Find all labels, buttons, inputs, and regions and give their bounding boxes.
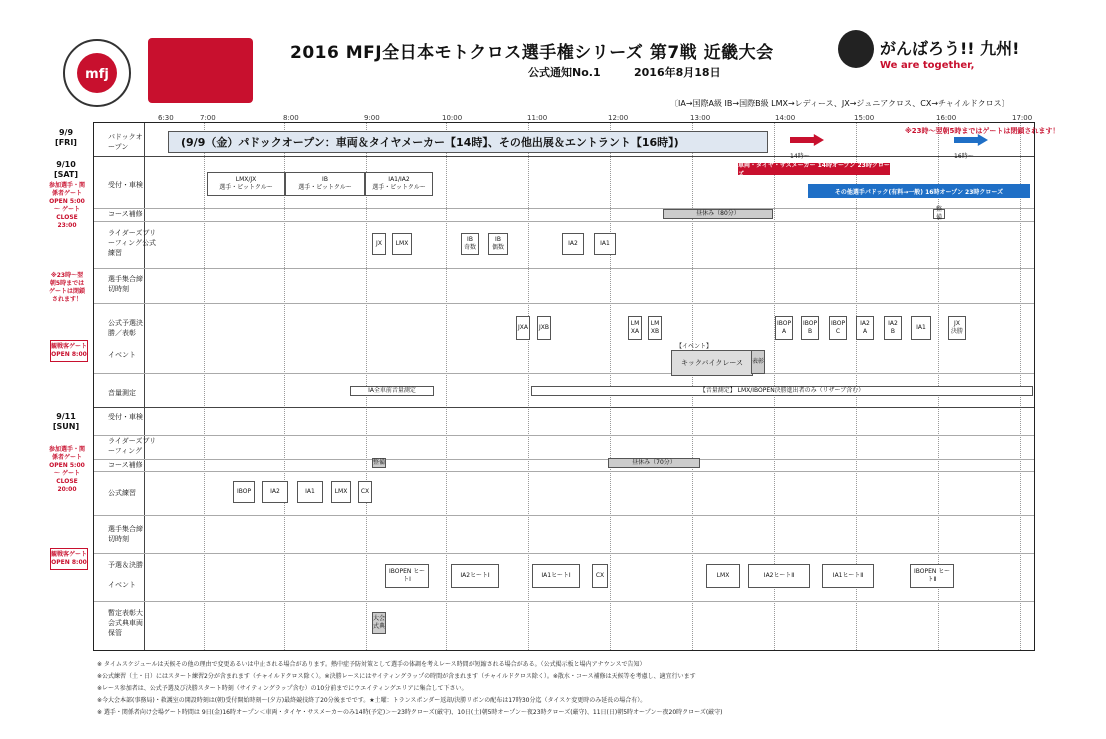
- svg-text:mfj: mfj: [85, 67, 109, 82]
- time-tick: 8:00: [283, 114, 299, 122]
- day-fri: 9/9 [FRI]: [55, 128, 77, 147]
- notice-number: 公式通知No.1: [528, 66, 601, 79]
- qual-jxb: JXB: [537, 316, 551, 340]
- time-tick: 6:30: [158, 114, 174, 122]
- row-event-sun: イベント: [108, 581, 136, 589]
- class-legend: 〔IA→国際A級 IB→国際B級 LMX→レディース、JX→ジュニアクロス、CX→チャイルドクロス〕: [670, 99, 1010, 108]
- practice-ia1: IA1: [594, 233, 616, 255]
- race-cx: CX: [592, 564, 608, 588]
- footer-note-3: ※レース参加者は、公式予選及び決勝スタート時刻（サイティングラップ含む）の10分前までにウエイティングエリアに集合して下さい。: [97, 685, 468, 692]
- page-title: 2016 MFJ全日本モトクロス選手権シリーズ 第7戦 近畿大会: [290, 43, 774, 63]
- row-briefing: ライダーズブリーフィング公式練習: [108, 229, 157, 257]
- sun-gate-info: 参加選手・関係者ゲートOPEN 5:00 ～ ゲートCLOSE 20:00: [48, 446, 85, 493]
- day-sun: 9/11 [SUN]: [52, 412, 80, 431]
- qual-jx-final: JX 決勝: [948, 316, 966, 340]
- row-practice-sun: 公式練習: [108, 489, 136, 497]
- race-lmx: LMX: [706, 564, 740, 588]
- practice-lmx-sun: LMX: [331, 481, 351, 503]
- reception-ib: IB 選手・ピットクルー: [285, 172, 365, 196]
- practice-cx-sun: CX: [358, 481, 372, 503]
- notice-date: 2016年8月18日: [634, 66, 721, 79]
- practice-ia1-sun: IA1: [297, 481, 323, 503]
- time-tick: 9:00: [364, 114, 380, 122]
- time-axis-top: [0, 114, 1106, 122]
- footer-note-4: ※今大会本部(事務局)・救護室の開設時刻は(朝)受付開始時刻～(夕方)最終競技終了20分後までです。★土曜：トランスポンダー返却/決勝リボンの配布は17時30分迄（タイスケ変更時のみ延長の場合有）。: [97, 697, 647, 704]
- qual-ibop-b: IBOP B: [801, 316, 819, 340]
- arrow-14-label: 14時～: [790, 153, 810, 160]
- slogan-en: We are together,: [880, 60, 975, 71]
- race-ia1-heat2: IA1ヒートⅡ: [822, 564, 874, 588]
- practice-ia2: IA2: [562, 233, 584, 255]
- practice-jx: JX: [372, 233, 386, 255]
- time-tick: 14:00: [775, 114, 796, 122]
- time-tick: 16:00: [936, 114, 957, 122]
- reception-lmx-jx: LMX/JX 選手・ピットクルー: [207, 172, 285, 196]
- row-gather-sun: 選手集合締切時刻: [108, 525, 143, 543]
- mfj-motocross-logo: [148, 38, 253, 103]
- rider-paddock-bar: その他選手パドック(有料→一般) 16時オープン 23時クローズ: [808, 184, 1030, 198]
- time-tick: 12:00: [608, 114, 629, 122]
- row-course: コース補修: [108, 210, 143, 218]
- qual-ibop-a: IBOP A: [775, 316, 793, 340]
- practice-ib-odd: IB 奇数: [461, 233, 479, 255]
- race-ia1-heat1: IA1ヒートⅠ: [532, 564, 580, 588]
- paddock-open-banner: (9/9（金）パドックオープン：車両＆タイヤメーカー【14時】、その他出展＆エントラント【16時】): [168, 131, 768, 153]
- time-tick: 17:00: [1012, 114, 1033, 122]
- row-provisional: 暫定表彰大会式典車両保管: [108, 609, 143, 637]
- sat-gate-info: 参加選手・関係者ゲートOPEN 5:00 ～ ゲートCLOSE 23:00: [48, 182, 85, 229]
- repair-sun: 整備: [373, 459, 386, 466]
- footer-note-1: ※ タイムスケジュールは天候その他の理由で変更あるいは中止される場合があります。熱中症予防対策として選手の体調を考えレース時間が短縮される場合がある。（公式掲示板と場内アナウンスで告知）: [97, 661, 646, 668]
- lunch-sat: 昼休み（80分）: [663, 209, 773, 219]
- race-ia2-heat2: IA2ヒートⅡ: [748, 564, 810, 588]
- lunch-sun: 昼休み（70分）: [608, 458, 700, 468]
- row-qualify: 公式予選決勝／表彰: [108, 319, 143, 337]
- qual-lmxa: LM XA: [628, 316, 642, 340]
- noise-ia-all: IA全車前音量測定: [350, 386, 434, 396]
- row-reception-sun: 受付・車検: [108, 413, 143, 421]
- gate-closed-note: ※23時～翌朝5時まではゲートは閉鎖されます！: [905, 127, 1060, 135]
- row-final-sun: 予選＆決勝: [108, 561, 143, 569]
- row-briefing-sun: ライダーズブリーフィング: [108, 437, 157, 455]
- practice-ibop-sun: IBOP: [233, 481, 255, 503]
- kick-bike-race: キックバイクレース: [671, 350, 753, 376]
- race-ibopen-heat2: IBOPEN ヒートⅡ: [910, 564, 954, 588]
- race-ibopen-heat1: IBOPEN ヒートⅠ: [385, 564, 429, 588]
- qual-ia2-a: IA2 A: [856, 316, 874, 340]
- noise-main: 【音量測定】 LMX/IBOPEN決勝進出者のみ（リザーブ含む）: [531, 386, 1033, 396]
- award-sat: 表彰: [751, 350, 765, 374]
- practice-ib-even: IB 偶数: [488, 233, 508, 255]
- qual-jxa: JXA: [516, 316, 530, 340]
- row-noise: 音量測定: [108, 389, 136, 397]
- practice-ia2-sun: IA2: [262, 481, 288, 503]
- repair-sat: 整備: [933, 209, 945, 219]
- time-tick: 11:00: [527, 114, 548, 122]
- sat-gate-note: ※23時～翌朝5時まではゲートは閉鎖されます！: [48, 272, 85, 303]
- ceremony-sun: 大会式典: [372, 612, 386, 634]
- footer-note-2: ※公式練習（土・日）にはスタート練習2分が含まれます（チャイルドクロス除く）。※決勝レースにはサイティングラップの時間が含まれます（チャイルドクロス除く）。※散水・コース補修は天候等を考慮し、適宜行います: [97, 673, 696, 680]
- row-gather: 選手集合締切時刻: [108, 275, 143, 293]
- time-tick: 13:00: [690, 114, 711, 122]
- maker-paddock-bar: 車両・タイヤ・サスメーカー 14時オープン 23時クローズ: [738, 162, 890, 178]
- slogan: がんばろう!! 九州!: [880, 39, 1020, 58]
- kumamon-mascot: [838, 30, 874, 68]
- qual-lmxb: LM XB: [648, 316, 662, 340]
- practice-lmx: LMX: [392, 233, 412, 255]
- sun-spectator: 観戦客ゲートOPEN 8:00: [50, 548, 88, 570]
- row-event: イベント: [108, 351, 136, 359]
- time-tick: 10:00: [442, 114, 463, 122]
- time-tick: 15:00: [854, 114, 875, 122]
- sat-spectator: 観戦客ゲートOPEN 8:00: [50, 340, 88, 362]
- reception-ia: IA1/IA2 選手・ピットクルー: [365, 172, 433, 196]
- day-sat: 9/10 [SAT]: [53, 160, 79, 179]
- time-tick: 7:00: [200, 114, 216, 122]
- event-label-sat: 【イベント】: [676, 343, 713, 350]
- mfj-logo: [62, 38, 132, 108]
- qual-ia2-b: IA2 B: [884, 316, 902, 340]
- qual-ia1: IA1: [911, 316, 931, 340]
- footer-note-5: ※ 選手・関係者向け会場ゲート時間は 9日(金)16時オープン＜車両・タイヤ・サスメーカーのみ14時(予定)＞～23時クローズ(厳守)、10日(土)朝5時オープン～夜23時クローズ(厳守)、11日(日)朝5時オープン～夜20時クローズ(厳守): [97, 709, 723, 716]
- row-paddock: パドックオープン: [108, 133, 143, 151]
- row-reception: 受付・車検: [108, 181, 143, 189]
- arrow-16-label: 16時～: [954, 153, 974, 160]
- race-ia2-heat1: IA2ヒートⅠ: [451, 564, 499, 588]
- qual-ibop-c: IBOP C: [829, 316, 847, 340]
- row-course-sun: コース補修: [108, 461, 143, 469]
